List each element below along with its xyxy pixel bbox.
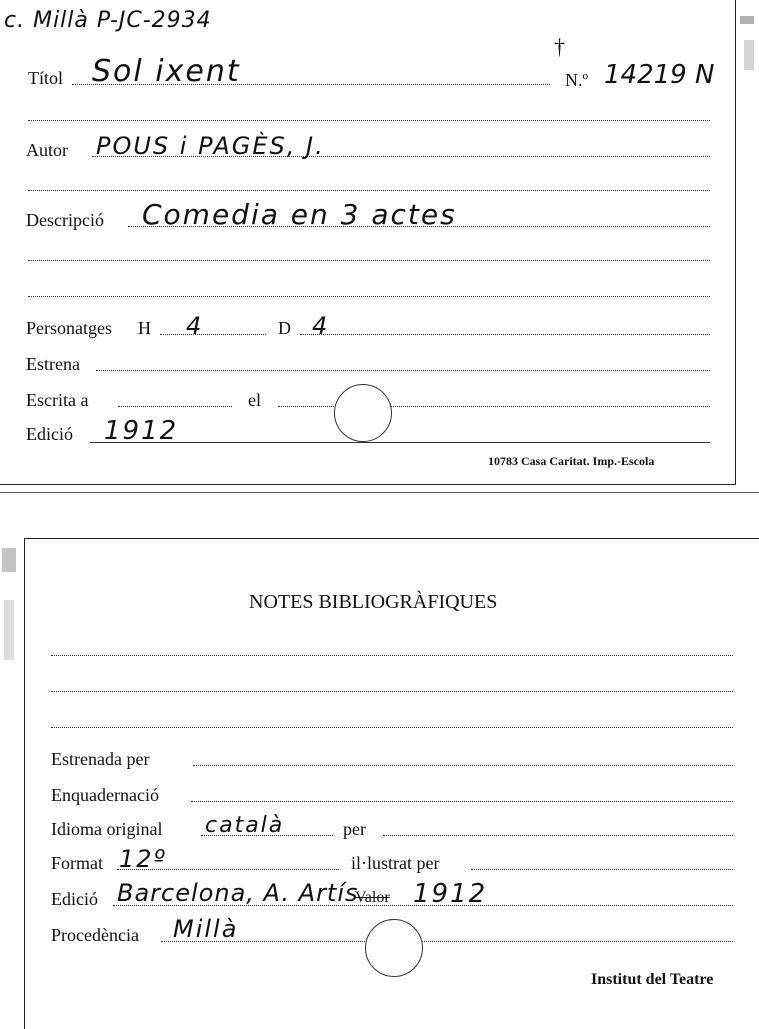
- catalog-stamp: c. Millà P-JC-2934: [4, 8, 212, 33]
- blank-rule: [51, 655, 733, 656]
- punch-hole: [365, 919, 423, 977]
- scan-noise: [744, 40, 754, 70]
- institution-label: Institut del Teatre: [591, 971, 714, 988]
- cross-mark: †: [554, 34, 565, 59]
- blank-rule: [28, 260, 710, 261]
- author-label: Autor: [26, 140, 68, 160]
- binding-rule: [191, 801, 733, 802]
- women-label: D: [278, 318, 291, 338]
- written-label: Escrita a: [26, 390, 89, 410]
- notes-heading: NOTES BIBLIOGRÀFIQUES: [249, 591, 498, 613]
- title-value: Sol ixent: [92, 54, 241, 89]
- by-rule: [383, 835, 733, 836]
- men-rule: [160, 334, 266, 335]
- provenance-label: Procedència: [51, 925, 139, 945]
- characters-label: Personatges: [26, 318, 112, 338]
- number-value: 14219 N: [604, 60, 715, 90]
- edition-value: Barcelona, A. Artís: [117, 879, 359, 907]
- catalog-card-back: [24, 538, 759, 1029]
- scan-noise: [2, 548, 16, 572]
- premiere-label: Estrena: [26, 354, 80, 374]
- on-label: el: [248, 390, 261, 410]
- premiere-rule: [96, 370, 710, 371]
- scan-noise: [4, 600, 14, 660]
- illustrated-label: il·lustrat per: [351, 853, 440, 873]
- scan-noise: [740, 16, 754, 24]
- men-value: 4: [186, 312, 204, 340]
- author-value: POUS i PAGÈS, J.: [96, 132, 325, 160]
- language-value: català: [205, 813, 285, 838]
- blank-rule: [28, 120, 710, 121]
- premiered-rule: [193, 765, 733, 766]
- blank-rule: [28, 296, 710, 297]
- catalog-card-front: [0, 0, 736, 485]
- description-value: Comedia en 3 actes: [142, 198, 457, 231]
- edition-rule: [90, 442, 710, 443]
- edition-label: Edició: [26, 424, 73, 444]
- format-label: Format: [51, 853, 103, 873]
- scan-divider: [0, 492, 759, 493]
- edition-value: 1912: [104, 416, 179, 446]
- men-label: H: [138, 318, 151, 338]
- blank-rule: [51, 691, 733, 692]
- format-value: 12º: [119, 845, 167, 873]
- value-value: 1912: [413, 879, 488, 909]
- punch-hole: [334, 384, 392, 442]
- title-label: Títol: [28, 68, 63, 88]
- value-label: Valor: [355, 889, 390, 906]
- provenance-rule: [161, 941, 733, 942]
- written-rule: [118, 406, 232, 407]
- description-label: Descripció: [26, 210, 104, 230]
- by-label: per: [343, 819, 366, 839]
- binding-label: Enquadernació: [51, 785, 159, 805]
- language-label: Idioma original: [51, 819, 163, 839]
- provenance-value: Millà: [173, 915, 239, 943]
- blank-rule: [51, 727, 733, 728]
- illustrated-rule: [471, 869, 733, 870]
- printer-line: 10783 Casa Caritat. Imp.-Escola: [488, 454, 655, 468]
- women-rule: [300, 334, 710, 335]
- edition-label: Edició: [51, 889, 98, 909]
- women-value: 4: [312, 312, 330, 340]
- premiered-label: Estrenada per: [51, 749, 150, 769]
- blank-rule: [28, 190, 710, 191]
- number-label: N.º: [565, 70, 589, 90]
